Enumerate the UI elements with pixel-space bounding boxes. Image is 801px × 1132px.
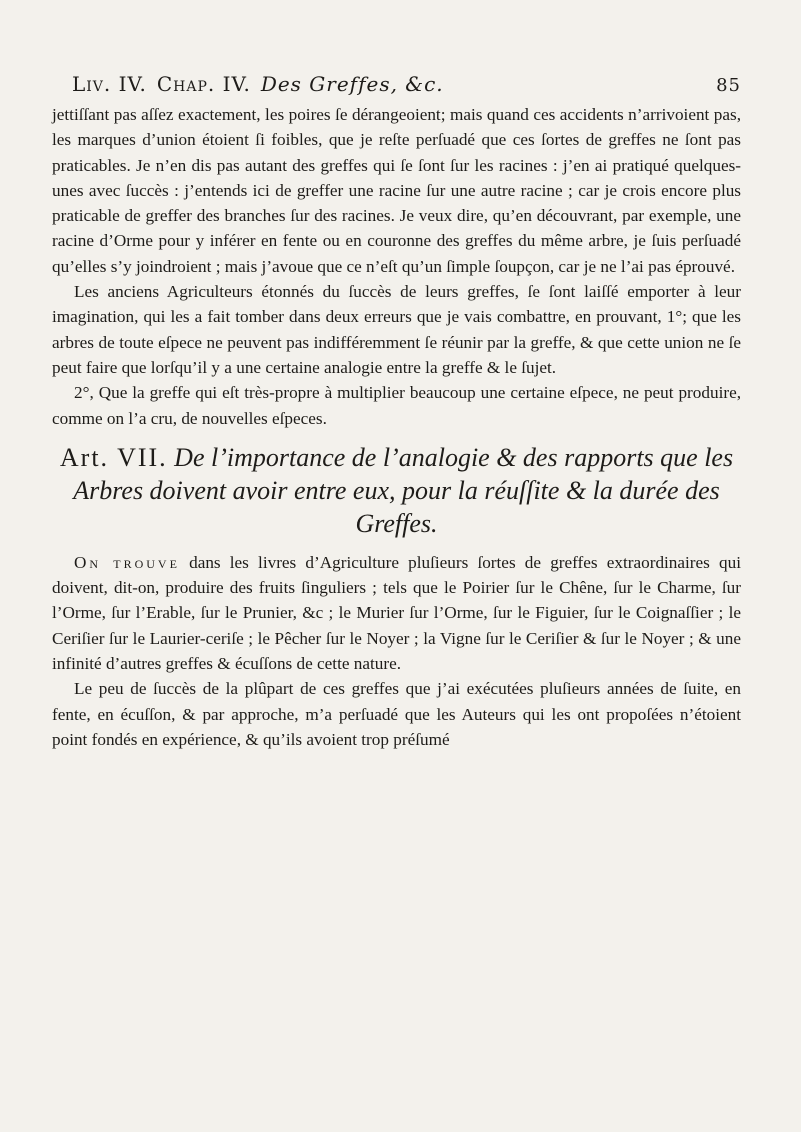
lead-words: On trouve (74, 552, 180, 572)
body-text-top (52, 102, 741, 431)
article-heading (52, 441, 741, 540)
paragraph-extraordinary-grafts-text: dans les livres d’Agriculture pluſieurs ſortes de greffes extraordinaires qui doivent, dit-on, produire des fruits ſinguliers ; tels que le Poirier ſur le Chêne, ſur le Charme, ſur l’Orme, ſur l’Erable, ſur le Prunier, &c ; le Murier ſur l’Orme, ſur le Figuier, ſur le Coignaſſier ; le Ceriſier ſur le Laurier-ceriſe ; le Pêcher ſur le Noyer ; la Vigne ſur le Ceriſier & ſur le Noyer ; & une infinité d’autres greffes & écuſſons de cette nature. (52, 552, 741, 674)
running-head (72, 72, 741, 96)
paragraph-ancient-agriculturists: Les anciens Agriculteurs étonnés du ſuccès de leurs greffes, ſe ſont laiſſé emporter à leur imagination, qui les a fait tomber dans deux erreurs que je vais combattre, en prouvant, 1°; que les arbres de toute eſpece ne peuvent pas indifféremment ſe réunir par la greffe, & que cette union ne ſe peut faire que lorſqu’il y a une certaine analogie entre la greffe & le ſujet. (52, 282, 741, 377)
running-head-chapter: Chap. IV. (156, 72, 251, 96)
paragraph-little-success: Le peu de ſuccès de la plûpart de ces greffes que j’ai exécutées pluſieurs années de ſuite, en fente, en écuſſon, & par approche, m’a perſuadé que les Auteurs qui les ont propoſées n’étoient point fondés en expérience, & qu’ils avoient trop préſumé (52, 679, 741, 749)
paragraph-second-error: 2°, Que la greffe qui eſt très-propre à multiplier beaucoup une certaine eſpece, ne peut produire, comme on l’a cru, de nouvelles eſpeces. (52, 383, 741, 428)
page-number: 85 (716, 75, 741, 96)
running-head-book: Liv. IV. (72, 72, 147, 96)
body-text-bottom (52, 550, 741, 752)
article-label: Art. VII. (59, 442, 168, 472)
running-head-subject: Des Greffes, &c. (260, 72, 444, 96)
paragraph-extraordinary-grafts (52, 550, 741, 676)
article-title: De l’importance de l’analogie & des rapports que les Arbres doivent avoir entre eux, pour la réuſſite & la durée des Greffes. (73, 442, 734, 538)
paragraph-continued: jettiſſant pas aſſez exactement, les poires ſe dérangeoient; mais quand ces accidents n’arrivoient pas, les marques d’union étoient ſi foibles, que je reſte perſuadé que ces ſortes de greffes ne ſont pas praticables. Je n’en dis pas autant des greffes qui ſe ſont ſur les racines : j’en ai pratiqué quelques-unes avec ſuccès : j’entends ici de greffer une racine ſur une autre racine ; car je crois encore plus praticable de greffer des branches ſur des racines. Je veux dire, qu’en découvrant, par exemple, une racine d’Orme pour y inférer en fente ou en couronne des greffes du même arbre, je ſuis perſuadé qu’elles s’y joindroient ; mais j’avoue que ce n’eſt qu’un ſimple ſoupçon, car je ne l’ai pas éprouvé. (52, 105, 741, 276)
